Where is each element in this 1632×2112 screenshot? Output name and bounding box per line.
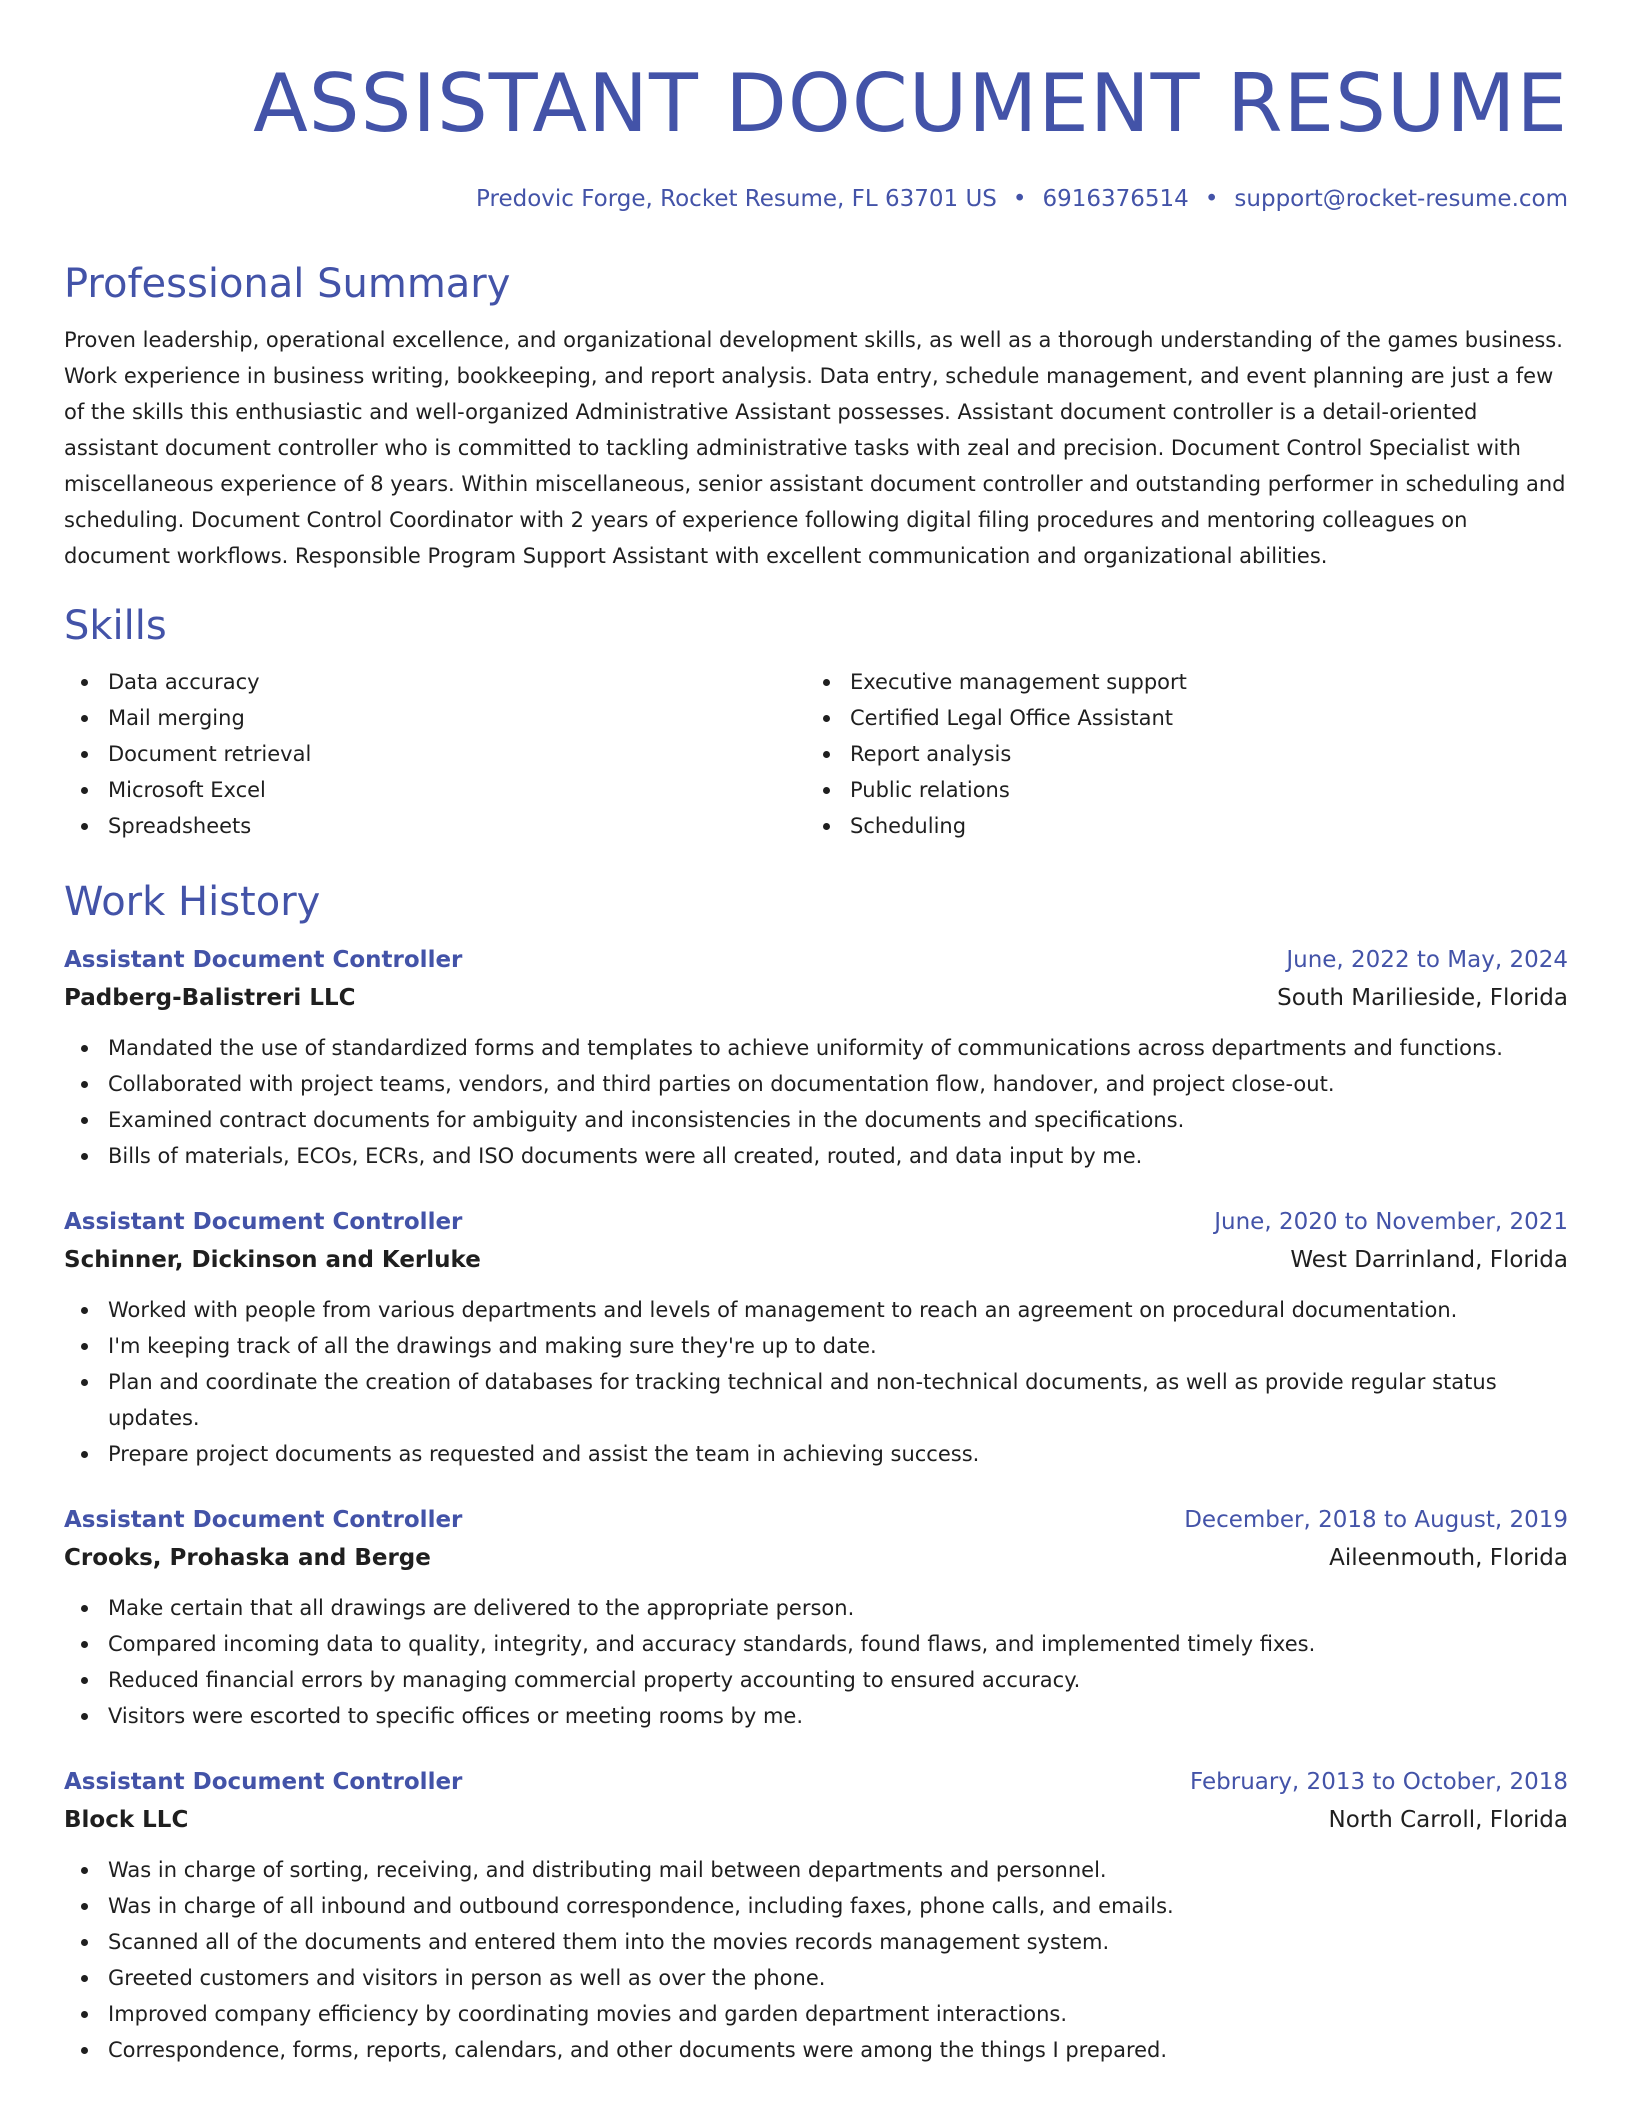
job-location: South Marilieside, Florida [1277,985,1568,1011]
job-location: North Carroll, Florida [1328,1807,1568,1833]
job-bullet: Improved company efficiency by coordinating movies and garden department interactions. [64,1996,1568,2032]
job-bullet: Greeted customers and visitors in person as well as over the phone. [64,1960,1568,1996]
job-dates: June, 2022 to May, 2024 [1286,947,1568,973]
job-bullet: Prepare project documents as requested and assist the team in achieving success. [64,1436,1568,1472]
job-title: Assistant Document Controller [64,1209,463,1235]
skill-item: Scheduling [806,808,1548,844]
professional-summary-section [64,258,1568,574]
section-title-work-history: Work History [64,879,321,925]
job-bullet: Bills of materials, ECOs, ECRs, and ISO documents were all created, routed, and data input by me. [64,1138,1568,1174]
job-location: Aileenmouth, Florida [1329,1545,1568,1571]
job-location: West Darrinland, Florida [1290,1247,1568,1273]
job-header-row [64,1502,1568,1538]
skills-section [64,600,1568,844]
job-company-row [64,1800,1568,1840]
resume-page [64,0,1568,2068]
job-dates: June, 2020 to November, 2021 [1214,1209,1568,1235]
skill-item: Microsoft Excel [64,772,806,808]
job-title: Assistant Document Controller [64,947,463,973]
job-header-row [64,1204,1568,1240]
job-company: Padberg-Balistreri LLC [64,985,356,1011]
work-history-section [64,876,1568,2068]
contact-address: Predovic Forge, Rocket Resume, FL 63701 US [476,186,997,212]
contact-separator: • [1012,186,1027,212]
job-header-row [64,942,1568,978]
job-bullet: Collaborated with project teams, vendors, and third parties on documentation flow, handover, and project close-out. [64,1066,1568,1102]
job-bullet: Worked with people from various departments and levels of management to reach an agreement on procedural documentation. [64,1292,1568,1328]
job-bullet: Was in charge of sorting, receiving, and distributing mail between departments and personnel. [64,1852,1568,1888]
job-dates: February, 2013 to October, 2018 [1190,1769,1568,1795]
job-company: Crooks, Prohaska and Berge [64,1545,431,1571]
job-company: Schinner, Dickinson and Kerluke [64,1247,481,1273]
contact-email[interactable]: support@rocket-resume.com [1234,186,1568,212]
resume-name: ASSISTANT DOCUMENT RESUME [253,57,1568,150]
skill-item: Public relations [806,772,1548,808]
job-bullets [64,1030,1568,1174]
section-title-summary: Professional Summary [64,261,511,307]
job-bullet: Reduced financial errors by managing commercial property accounting to ensured accuracy. [64,1662,1568,1698]
contact-phone: 6916376514 [1042,186,1189,212]
resume-header [64,0,1568,214]
job-header-row [64,1764,1568,1800]
job-bullet: Plan and coordinate the creation of databases for tracking technical and non-technical documents, as well as provide regular status updates. [64,1364,1568,1436]
job-company-row [64,978,1568,1018]
job-bullet: Make certain that all drawings are delivered to the appropriate person. [64,1590,1568,1626]
job-bullet: Visitors were escorted to specific offices or meeting rooms by me. [64,1698,1568,1734]
job-company: Block LLC [64,1807,189,1833]
skills-column-right [806,664,1548,844]
job-entry [64,1502,1568,1734]
skill-item: Document retrieval [64,736,806,772]
job-title: Assistant Document Controller [64,1769,463,1795]
job-company-row [64,1240,1568,1280]
job-bullet: I'm keeping track of all the drawings and making sure they're up to date. [64,1328,1568,1364]
skill-item: Executive management support [806,664,1548,700]
contact-line [64,184,1568,214]
skills-column-left [64,664,806,844]
skill-item: Mail merging [64,700,806,736]
job-bullet: Correspondence, forms, reports, calendars, and other documents were among the things I prepared. [64,2032,1568,2068]
job-entry [64,942,1568,1174]
job-bullets [64,1292,1568,1472]
job-bullet: Was in charge of all inbound and outbound correspondence, including faxes, phone calls, and emails. [64,1888,1568,1924]
skill-item: Data accuracy [64,664,806,700]
skill-item: Report analysis [806,736,1548,772]
job-bullets [64,1852,1568,2068]
job-bullet: Compared incoming data to quality, integrity, and accuracy standards, found flaws, and implemented timely fixes. [64,1626,1568,1662]
job-bullet: Examined contract documents for ambiguity and inconsistencies in the documents and specifications. [64,1102,1568,1138]
skills-grid [64,664,1568,844]
job-company-row [64,1538,1568,1578]
contact-separator: • [1204,186,1219,212]
section-title-skills: Skills [64,603,167,649]
job-bullet: Scanned all of the documents and entered them into the movies records management system. [64,1924,1568,1960]
job-title: Assistant Document Controller [64,1507,463,1533]
job-entry [64,1204,1568,1472]
job-dates: December, 2018 to August, 2019 [1184,1507,1568,1533]
job-bullets [64,1590,1568,1734]
skill-item: Certified Legal Office Assistant [806,700,1548,736]
job-entry [64,1764,1568,2068]
skill-item: Spreadsheets [64,808,806,844]
summary-text: Proven leadership, operational excellence, and organizational development skills, as well as a thorough understanding of the games business. Work experience in business writing, bookkeeping, and report analysis. Data entry, schedule management, and event planning are just a few of the skills this enthusiastic and well-organized Administrative Assistant possesses. Assistant document controller is a detail-oriented assistant document controller who is committed to tackling administrative tasks with zeal and precision. Document Control Specialist with miscellaneous experience of 8 years. Within miscellaneous, senior assistant document controller and outstanding performer in scheduling and scheduling. Document Control Coordinator with 2 years of experience following digital filing procedures and mentoring colleagues on document workflows. Responsible Program Support Assistant with excellent communication and organizational abilities. [64,328,1566,568]
job-bullet: Mandated the use of standardized forms and templates to achieve uniformity of communications across departments and functions. [64,1030,1568,1066]
